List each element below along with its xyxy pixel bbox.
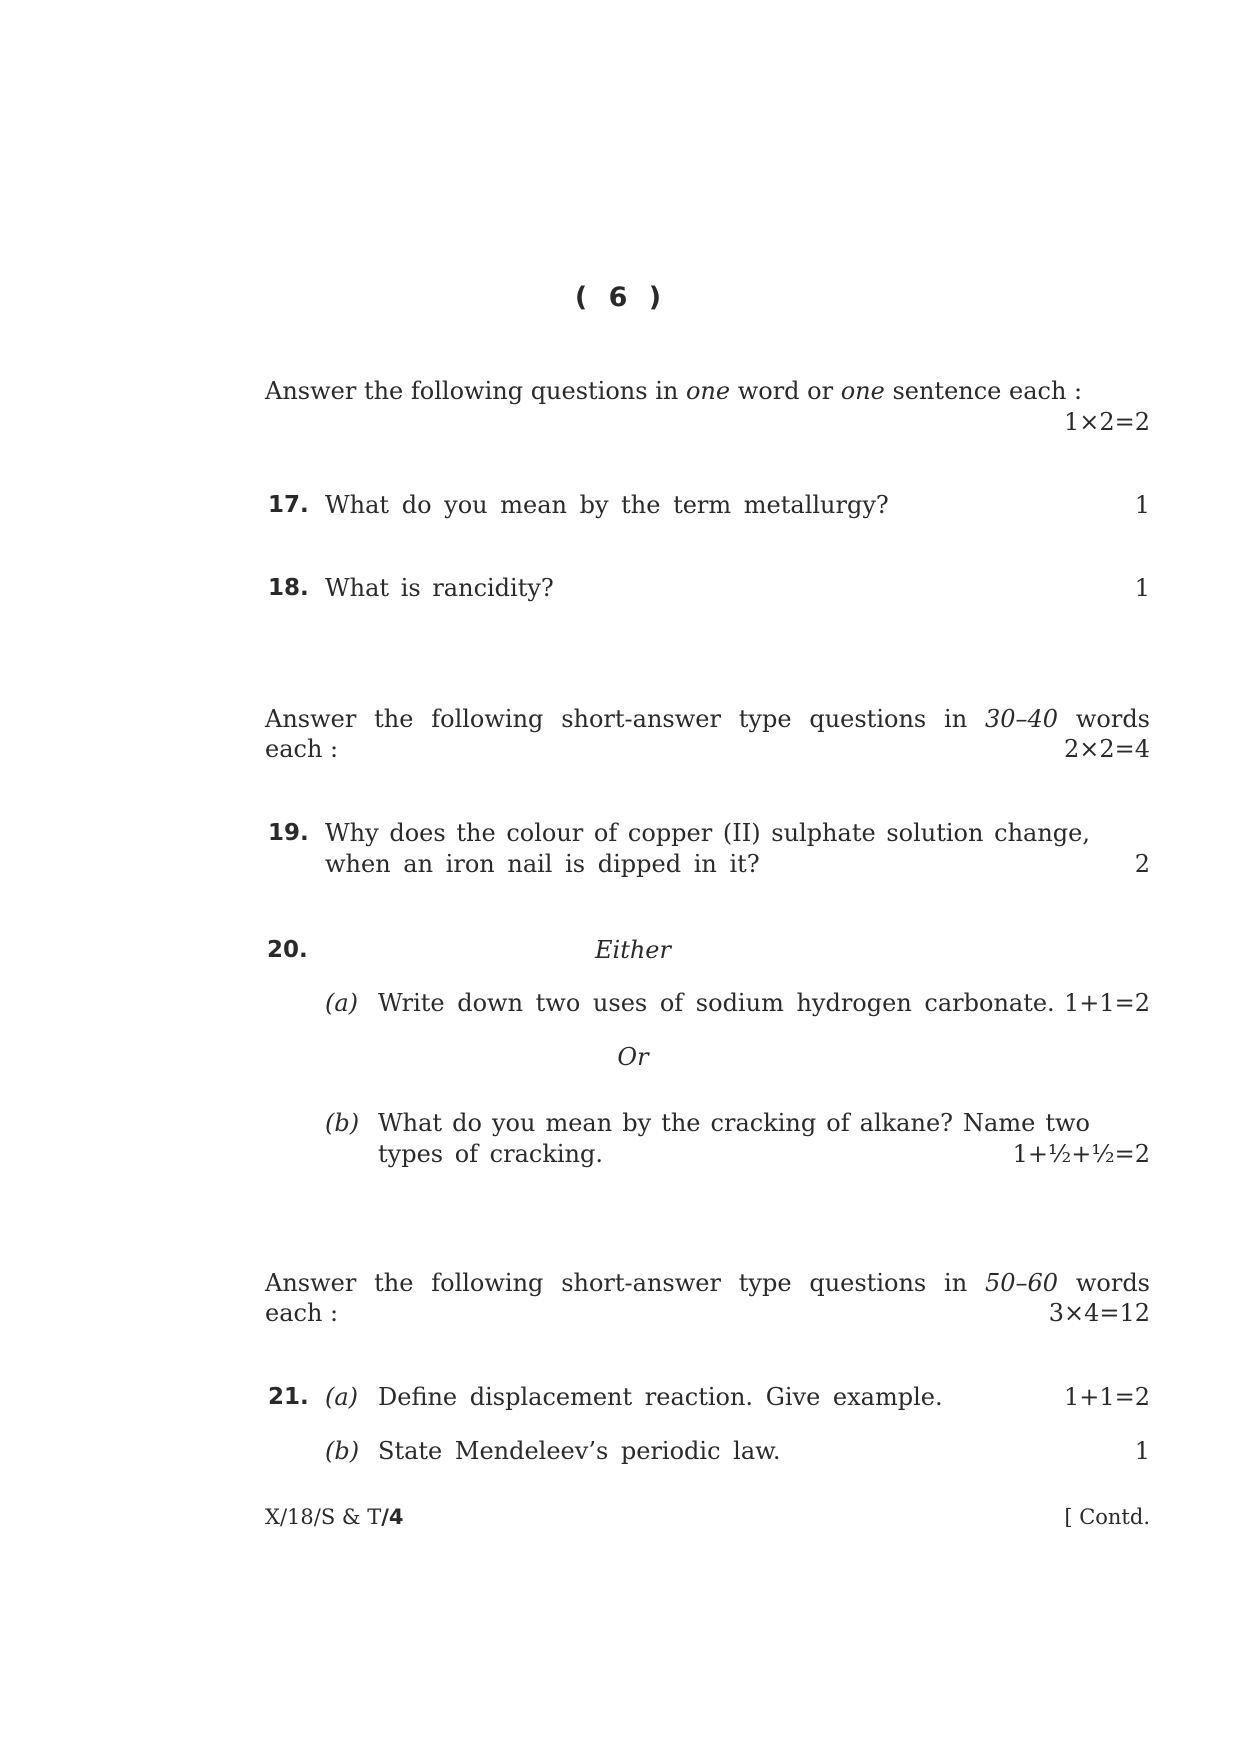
question-21-number: 21. xyxy=(268,1384,309,1410)
question-21a-text: Define displacement reaction. Give example. xyxy=(378,1383,943,1411)
footer-code-prefix: X/18/S & T xyxy=(265,1505,382,1529)
section-2-marks: 2×2=4 xyxy=(1063,735,1150,763)
question-19-line2: when an iron nail is dipped in it? xyxy=(325,850,760,878)
instruction-emphasis: one xyxy=(685,377,731,405)
question-17-marks: 1 xyxy=(1134,491,1150,519)
question-20a-text: Write down two uses of sodium hydrogen carbonate. xyxy=(378,989,1055,1017)
section-3-instruction-line2: each : xyxy=(265,1299,339,1327)
question-21b-marks: 1 xyxy=(1134,1437,1150,1465)
question-18-text: What is rancidity? xyxy=(325,574,554,602)
question-21b-label: (b) xyxy=(325,1437,360,1465)
question-20b-marks: 1+½+½=2 xyxy=(1012,1140,1150,1168)
either-label: Either xyxy=(595,936,671,964)
question-19-marks: 2 xyxy=(1134,850,1150,878)
instruction-text: sentence each : xyxy=(884,377,1083,405)
section-1-marks: 1×2=2 xyxy=(1063,408,1150,436)
page-number: ( 6 ) xyxy=(574,282,668,313)
question-18-number: 18. xyxy=(268,575,309,601)
footer-code-suffix: /4 xyxy=(381,1505,404,1529)
question-17-number: 17. xyxy=(268,492,309,518)
question-20b-line2: types of cracking. xyxy=(378,1140,604,1168)
question-20a-marks: 1+1=2 xyxy=(1063,989,1150,1017)
question-19-number: 19. xyxy=(268,820,309,846)
question-19-line1: Why does the colour of copper (II) sulphate solution change, xyxy=(325,819,1090,847)
question-20-number: 20. xyxy=(267,937,308,963)
instruction-emphasis: 30–40 xyxy=(984,705,1059,733)
section-2-instruction-line2: each : xyxy=(265,735,339,763)
or-label: Or xyxy=(617,1043,649,1071)
section-2-instruction xyxy=(265,704,1150,734)
instruction-text: words xyxy=(1058,1269,1150,1297)
question-20b-line1: What do you mean by the cracking of alkane? Name two xyxy=(378,1109,1090,1137)
instruction-emphasis: one xyxy=(840,377,885,405)
footer-contd: [ Contd. xyxy=(1064,1505,1150,1529)
section-1-instruction xyxy=(265,376,1150,406)
instruction-text: Answer the following questions in xyxy=(265,377,686,405)
question-18-marks: 1 xyxy=(1134,574,1150,602)
question-21a-marks: 1+1=2 xyxy=(1063,1383,1150,1411)
question-21b-text: State Mendeleev’s periodic law. xyxy=(378,1437,781,1465)
question-20b-label: (b) xyxy=(325,1109,360,1137)
instruction-text: word or xyxy=(730,377,841,405)
question-21a-label: (a) xyxy=(325,1383,359,1411)
instruction-emphasis: 50–60 xyxy=(984,1269,1059,1297)
footer-code xyxy=(265,1502,404,1532)
question-17-text: What do you mean by the term metallurgy? xyxy=(325,491,889,519)
instruction-text: words xyxy=(1058,705,1150,733)
instruction-text: Answer the following short-answer type questions in xyxy=(265,705,985,733)
question-20a-label: (a) xyxy=(325,989,359,1017)
section-3-instruction xyxy=(265,1268,1150,1298)
instruction-text: Answer the following short-answer type questions in xyxy=(265,1269,985,1297)
section-3-marks: 3×4=12 xyxy=(1048,1299,1150,1327)
